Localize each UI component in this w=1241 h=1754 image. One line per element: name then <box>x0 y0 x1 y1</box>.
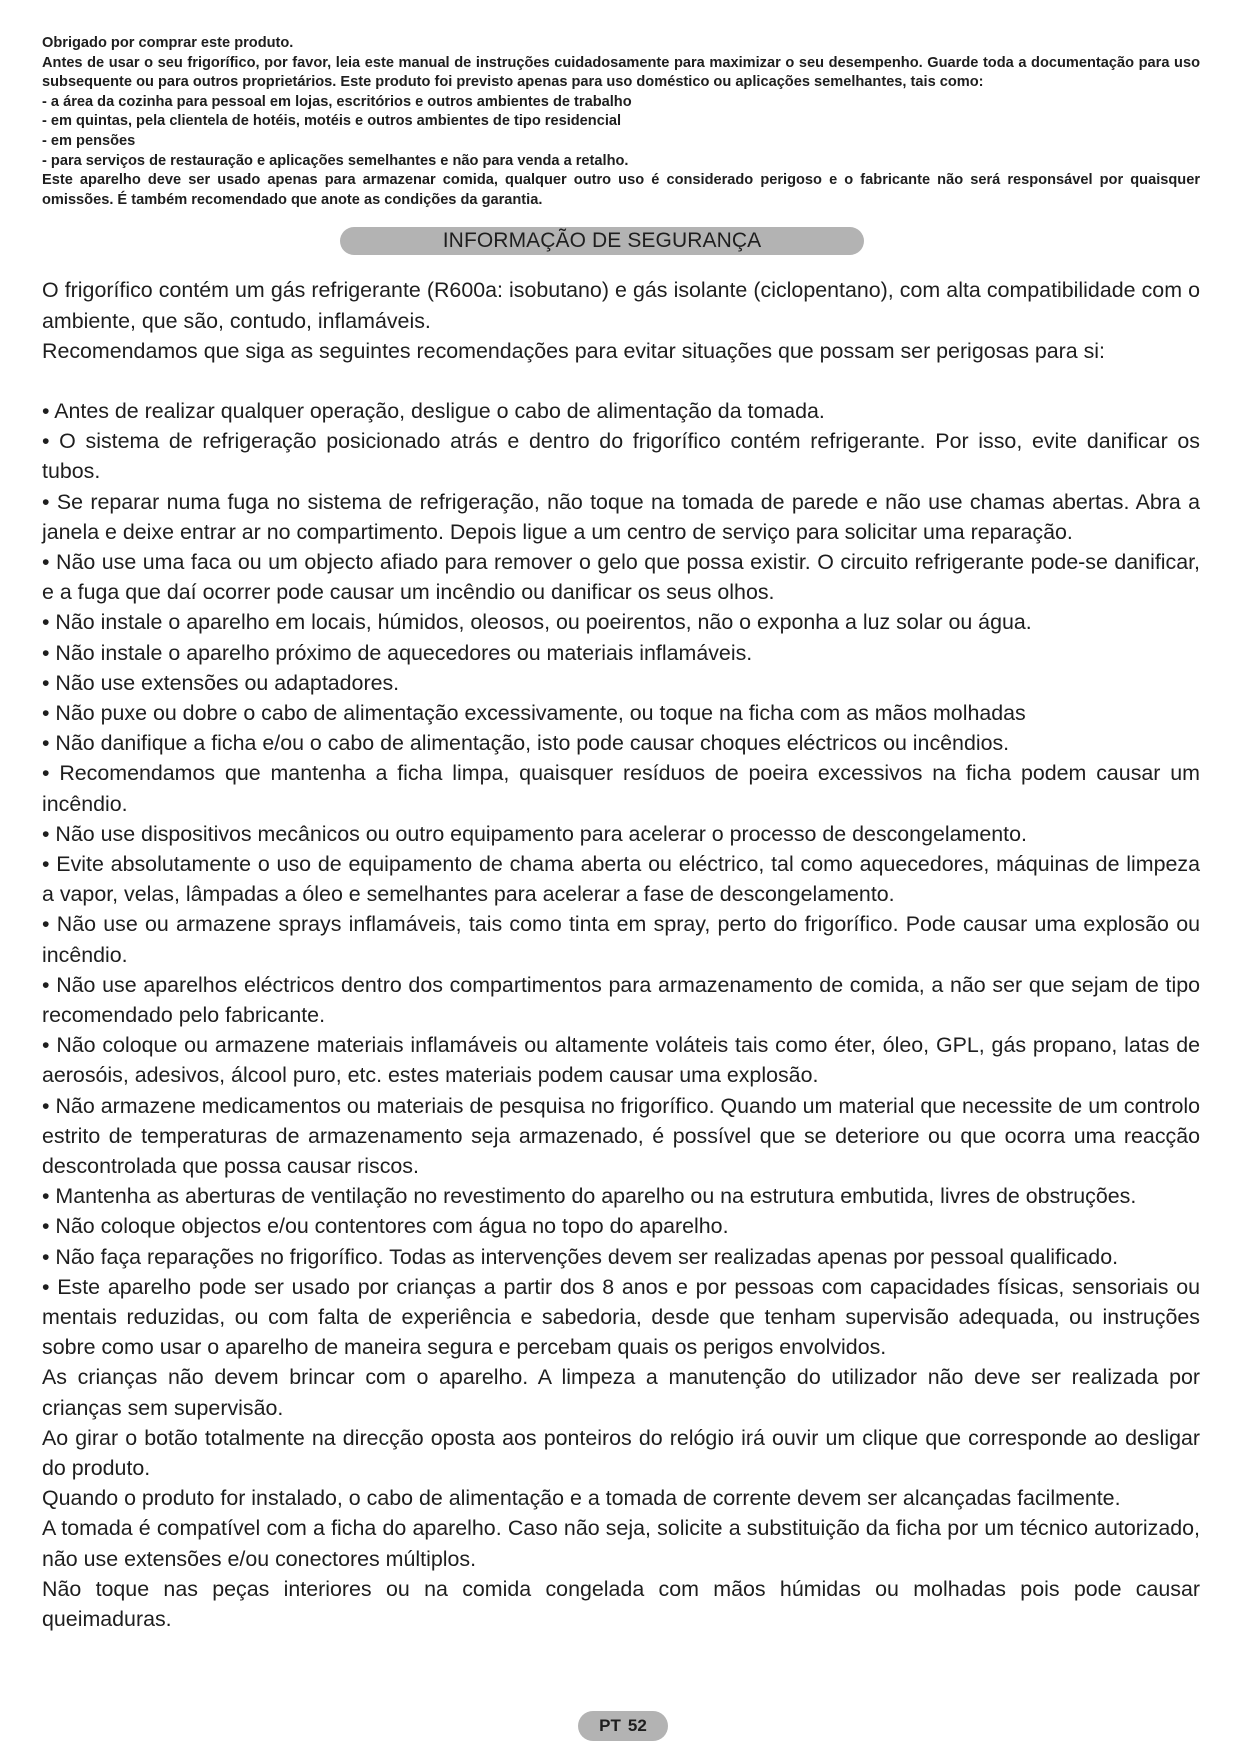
page-number: 52 <box>627 1716 647 1735</box>
lead-paragraph: O frigorífico contém um gás refrigerante (R600a: isobutano) e gás isolante (ciclopentano), com alta compatibilidade com o ambiente, que são, contudo, inflamáveis. <box>42 278 1200 333</box>
spacer <box>42 366 1200 396</box>
safety-item: • Não use aparelhos eléctricos dentro dos compartimentos para armazenamento de comida, a não ser que sejam de tipo recomendado pelo fabricante. <box>42 972 1200 1028</box>
safety-item: • Mantenha as aberturas de ventilação no revestimento do aparelho ou na estrutura embutida, livres de obstruções. <box>42 1184 1137 1209</box>
safety-item: • Não use ou armazene sprays inflamáveis, tais como tinta em spray, perto do frigorífico. Pode causar uma explosão ou incêndio. <box>42 912 1200 967</box>
intro-line: - em quintas, pela clientela de hotéis, motéis e outros ambientes de tipo residencial <box>42 113 622 130</box>
safety-item: • Não coloque objectos e/ou contentores com água no topo do aparelho. <box>42 1214 729 1239</box>
intro-line: Obrigado por comprar este produto. <box>42 35 294 51</box>
section-title-text: INFORMAÇÃO DE SEGURANÇA <box>442 229 762 253</box>
safety-body <box>42 275 1200 1634</box>
intro-line: - em pensões <box>42 132 136 149</box>
safety-item: • O sistema de refrigeração posicionado atrás e dentro do frigorífico contém refrigerante. Por isso, evite danificar os tubos. <box>42 429 1200 484</box>
intro-section <box>42 34 1200 210</box>
section-title <box>340 227 864 255</box>
safety-item: • Não armazene medicamentos ou materiais de pesquisa no frigorífico. Quando um material que necessite de um controlo estrito de temperaturas de armazenamento seja armazenado, é possível que se deteriore ou que ocorra uma reacção descontrolada que possa causar riscos. <box>42 1093 1200 1179</box>
intro-line: Antes de usar o seu frigorífico, por favor, leia este manual de instruções cuidadosamente para maximizar o seu desempenho. Guarde toda a documentação para uso subsequente ou para outros proprietários. Este produto foi previsto apenas para uso doméstico ou aplicações semelhantes, tais como: <box>42 54 1200 91</box>
safety-paragraph: Quando o produto for instalado, o cabo de alimentação e a tomada de corrente devem ser alcançadas facilmente. <box>42 1486 1121 1511</box>
lead-paragraph: Recomendamos que siga as seguintes recomendações para evitar situações que possam ser perigosas para si: <box>42 338 1105 363</box>
safety-item: • Evite absolutamente o uso de equipamento de chama aberta ou eléctrico, tal como aquecedores, máquinas de limpeza a vapor, velas, lâmpadas a óleo e semelhantes para acelerar a fase de descongelamento. <box>42 852 1200 907</box>
safety-item: • Não danifique a ficha e/ou o cabo de alimentação, isto pode causar choques eléctricos ou incêndios. <box>42 731 1010 756</box>
safety-item: • Este aparelho pode ser usado por crianças a partir dos 8 anos e por pessoas com capacidades físicas, sensoriais ou mentais reduzidas, ou com falta de experiência e sabedoria, desde que tenham supervisão adequada, ou instruções sobre como usar o aparelho de maneira segura e percebam quais os perigos envolvidos. <box>42 1274 1200 1360</box>
safety-item: • Não puxe ou dobre o cabo de alimentação excessivamente, ou toque na ficha com as mãos molhadas <box>42 700 1026 725</box>
safety-paragraph: A tomada é compatível com a ficha do aparelho. Caso não seja, solicite a substituição da ficha por um técnico autorizado, não use extensões e/ou conectores múltiplos. <box>42 1516 1200 1571</box>
safety-item: • Se reparar numa fuga no sistema de refrigeração, não toque na tomada de parede e não use chamas abertas. Abra a janela e deixe entrar ar no compartimento. Depois ligue a um centro de serviço para solicitar uma reparação. <box>42 489 1200 544</box>
safety-item: • Não coloque ou armazene materiais inflamáveis ou altamente voláteis tais como éter, óleo, GPL, gás propano, latas de aerosóis, adesivos, álcool puro, etc. estes materiais podem causar uma explosão. <box>42 1033 1200 1088</box>
safety-item: • Não use dispositivos mecânicos ou outro equipamento para acelerar o processo de descongelamento. <box>42 821 1027 846</box>
language-code: PT <box>599 1716 621 1735</box>
safety-item: • Não instale o aparelho próximo de aquecedores ou materiais inflamáveis. <box>42 640 753 665</box>
safety-item: • Não use extensões ou adaptadores. <box>42 670 400 695</box>
intro-line: Este aparelho deve ser usado apenas para armazenar comida, qualquer outro uso é considerado perigoso e o fabricante não será responsável por quaisquer omissões. É também recomendado que anote as condições da garantia. <box>42 172 1200 208</box>
safety-item: • Não use uma faca ou um objecto afiado para remover o gelo que possa existir. O circuito refrigerante pode-se danificar, e a fuga que daí ocorrer pode causar um incêndio ou danificar os seus olhos. <box>42 549 1200 605</box>
safety-item: • Antes de realizar qualquer operação, desligue o cabo de alimentação da tomada. <box>42 398 825 423</box>
safety-paragraph: Ao girar o botão totalmente na direcção oposta aos ponteiros do relógio irá ouvir um clique que corresponde ao desligar do produto. <box>42 1425 1200 1481</box>
safety-paragraph: As crianças não devem brincar com o aparelho. A limpeza a manutenção do utilizador não deve ser realizada por crianças sem supervisão. <box>42 1365 1200 1420</box>
safety-item: • Não faça reparações no frigorífico. Todas as intervenções devem ser realizadas apenas por pessoal qualificado. <box>42 1244 1119 1269</box>
intro-line: - para serviços de restauração e aplicações semelhantes e não para venda a retalho. <box>42 152 629 169</box>
page-number-badge <box>578 1711 668 1741</box>
safety-item: • Não instale o aparelho em locais, húmidos, oleosos, ou poeirentos, não o exponha a luz solar ou água. <box>42 610 1032 635</box>
manual-page <box>42 34 1200 1634</box>
safety-item: • Recomendamos que mantenha a ficha limpa, quaisquer resíduos de poeira excessivos na ficha podem causar um incêndio. <box>42 761 1200 816</box>
intro-line: - a área da cozinha para pessoal em lojas, escritórios e outros ambientes de trabalho <box>42 93 632 110</box>
safety-paragraph: Não toque nas peças interiores ou na comida congelada com mãos húmidas ou molhadas pois pode causar queimaduras. <box>42 1576 1200 1632</box>
